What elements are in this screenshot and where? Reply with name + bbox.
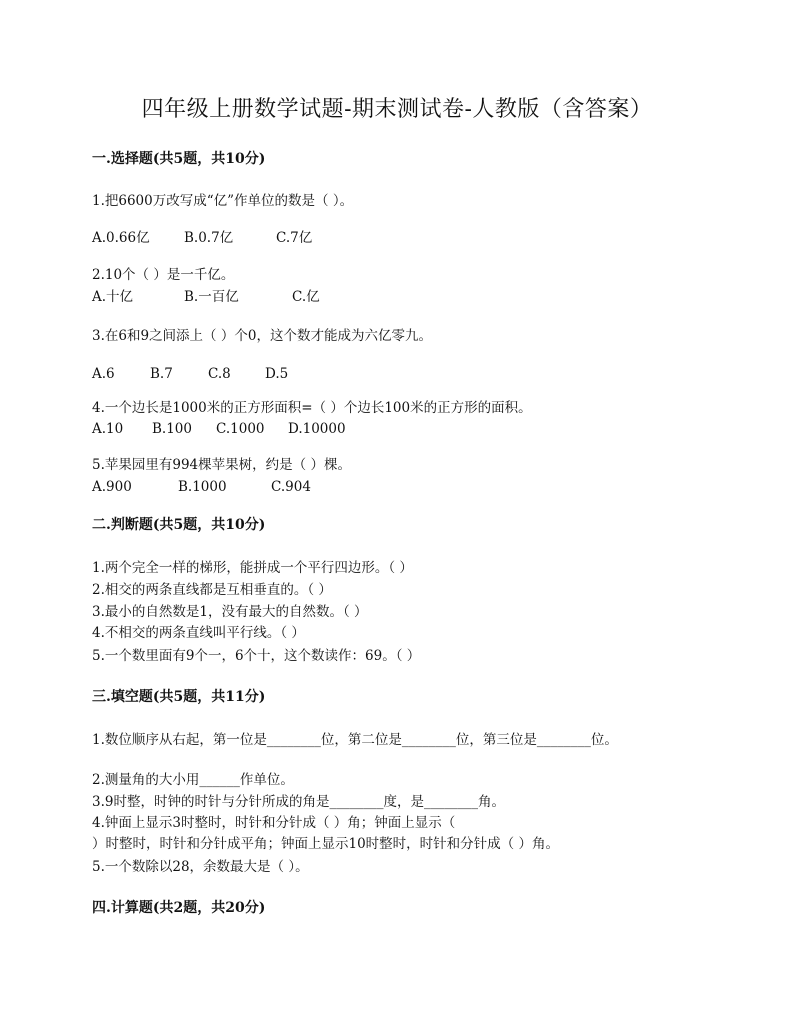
section-heading-choice: 一.选择题(共5题，共10分) bbox=[92, 151, 266, 167]
question-text: 4.一个边长是1000米的正方形面积=（ ）个边长100米的正方形的面积。 bbox=[92, 400, 532, 416]
option: B.100 bbox=[152, 421, 192, 437]
option: B.0.7亿 bbox=[184, 230, 234, 246]
option: B.1000 bbox=[178, 479, 227, 495]
section-heading-fill: 三.填空题(共5题，共11分) bbox=[92, 689, 266, 705]
question-text: 2.测量角的大小用______作单位。 bbox=[92, 772, 294, 788]
question-text: 2.相交的两条直线都是互相垂直的。（ ） bbox=[92, 582, 332, 598]
question-text: 5.苹果园里有994棵苹果树，约是（ ）棵。 bbox=[92, 457, 351, 473]
question-text: 5.一个数除以28，余数最大是（ ）。 bbox=[92, 859, 309, 875]
option: D.10000 bbox=[288, 421, 346, 437]
option: A.900 bbox=[92, 479, 132, 495]
question-text: 1.数位顺序从右起，第一位是________位，第二位是________位，第三位是________位。 bbox=[92, 732, 618, 748]
option: C.7亿 bbox=[276, 230, 313, 246]
option: B.一百亿 bbox=[184, 289, 239, 305]
page-title: 四年级上册数学试题-期末测试卷-人教版（含答案） bbox=[141, 97, 653, 122]
option: A.10 bbox=[92, 421, 124, 437]
section-heading-judgment: 二.判断题(共5题，共10分) bbox=[92, 517, 266, 533]
option: C.904 bbox=[271, 479, 311, 495]
option: B.7 bbox=[150, 366, 173, 382]
section-heading-calculation: 四.计算题(共2题，共20分) bbox=[92, 900, 266, 916]
options-row bbox=[92, 288, 320, 306]
options-row bbox=[92, 229, 312, 247]
question-text: 3.最小的自然数是1，没有最大的自然数。（ ） bbox=[92, 604, 368, 620]
question-text: 1.两个完全一样的梯形，能拼成一个平行四边形。（ ） bbox=[92, 560, 413, 576]
question-text: 3.在6和9之间添上（ ）个0，这个数才能成为六亿零九。 bbox=[92, 328, 432, 344]
question-text: 2.10个（ ）是一千亿。 bbox=[92, 267, 235, 283]
question-text: 3.9时整，时钟的时针与分针所成的角是________度，是________角。 bbox=[92, 794, 505, 810]
options-row bbox=[92, 365, 288, 383]
option: A.6 bbox=[92, 366, 115, 382]
option: C.1000 bbox=[216, 421, 265, 437]
question-text: 1.把6600万改写成“亿”作单位的数是（ ）。 bbox=[92, 193, 354, 209]
options-row bbox=[92, 420, 346, 438]
option: C.8 bbox=[208, 366, 231, 382]
option: A.十亿 bbox=[92, 289, 134, 305]
question-text: 5.一个数里面有9个一，6个十，这个数读作：69。（ ） bbox=[92, 648, 421, 664]
option: C.亿 bbox=[292, 289, 320, 305]
question-text: 4.钟面上显示3时整时，时针和分针成（ ）角；钟面上显示（ bbox=[92, 815, 456, 831]
question-text: ）时整时，时针和分针成平角；钟面上显示10时整时，时针和分针成（ ）角。 bbox=[92, 836, 559, 852]
options-row bbox=[92, 478, 311, 496]
question-text: 4.不相交的两条直线叫平行线。（ ） bbox=[92, 625, 305, 641]
option: A.0.66亿 bbox=[92, 230, 150, 246]
option: D.5 bbox=[265, 366, 289, 382]
